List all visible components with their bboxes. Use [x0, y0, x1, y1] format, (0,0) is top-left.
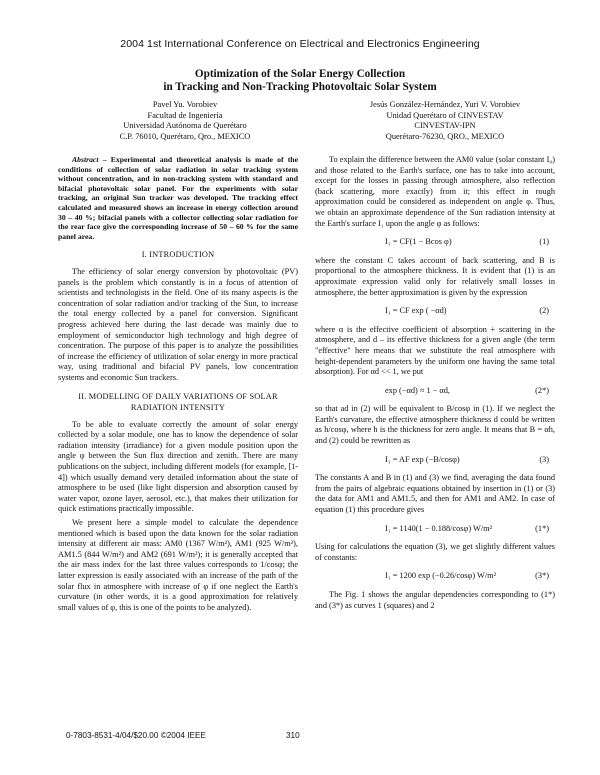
equation-2-star: [315, 386, 555, 397]
paragraph: To be able to evaluate correctly the amount of solar energy collected by a solar module, one has to know the dependence of solar radiation intensity (irradiance) for a given module position upon the angle φ between the Sun flux direction and zenith. There are many publications on the subject, including different models (for example, [1-4]) which usually demand very detailed information about the state of atmosphere to be used (like light dispersion and absorption caused by water vapor, ozone layer, aerosol, etc.), that makes their utilization for quick estimations practically impossible.: [58, 419, 298, 514]
author-block-left: [90, 100, 280, 142]
equation-3-star: [315, 571, 555, 582]
copyright-footer: 0-7803-8531-4/04/$20.00 ©2004 IEEE: [66, 731, 206, 740]
author-affiliation: Unidad Querétaro of CINVESTAV: [386, 110, 504, 120]
heading-line: II. MODELLING OF DAILY VARIATIONS OF SOLAR: [78, 392, 278, 402]
equation-number: (3*): [535, 571, 549, 581]
author-address: C.P. 76010, Querétaro, Qro., MEXICO: [119, 131, 251, 141]
equation-1-star: [315, 524, 555, 535]
title-line-1: Optimization of the Solar Energy Collection: [194, 68, 406, 80]
right-column: [315, 155, 555, 614]
author-affiliation: CINVESTAV-IPN: [414, 121, 476, 131]
equation-body: I₁ = CF exp ( −αd): [385, 306, 447, 316]
paragraph: The efficiency of solar energy conversion by photovoltaic (PV) panels is the problem which constantly is in a focus of attention of scientists and technologists in the field. One of its many aspects is the concentration of solar radiation and/or tracking of the Sun, to increase the total energy collected by a panel for conversion. Significant progress achieved here during the last decade was mainly due to employment of semiconductor high technology and high degree of concentration. The purpose of this paper is to analyze the possibilities of increase the efficiency of utilization of solar energy in more practical way, using traditional and bifacial PV panels, low concentration systems and economic Sun trackers.: [58, 266, 298, 382]
equation-number: (1): [539, 237, 549, 247]
abstract-text: – Experimental and theoretical analysis is made of the conditions of collection of solar radiation in solar tracking system without concentration, and in non-tracking system with standard and bifacial photovoltaic solar panel. For the experiments with solar tracking, an original Sun tracker was developed. The tracking effect calculated and measured shows an increase in energy collection around 30 – 40 %; bifacial panels with a collector collecting solar radiation for the rear face give the corresponding increase of 50 – 60 % for the same panel area.: [58, 155, 298, 241]
equation-number: (2*): [535, 385, 549, 395]
equation-number: (2): [539, 306, 549, 316]
left-column: [58, 155, 298, 616]
paragraph: so that ad in (2) will be equivalent to B/cosφ in (1). If we neglect the Earth's curvature, the effective atmosphere thickness d could be written as h/cosφ, where h is the thickness for zero angle. It means that B = αh, and (2) could be rewritten as: [315, 404, 555, 446]
equation-body: I₁ = 1140(1 − 0.188/cosφ) W/m²: [385, 523, 493, 533]
abstract-label: Abstract: [72, 155, 99, 164]
paragraph: where the constant C takes account of back scattering, and B is proportional to the atmosphere thickness. It is evident that (1) is an approximate expression valid only for relatively small losses in atmosphere, the better approximation is given by the expression: [315, 255, 555, 297]
equation-body: I₁ = AF exp (−B/cosφ): [385, 454, 460, 464]
paper-title: [60, 68, 540, 94]
equation-2: [315, 306, 555, 317]
paragraph: The Fig. 1 shows the angular dependencies corresponding to (1*) and (3*) as curves 1 (squares) and 2: [315, 590, 555, 610]
equation-1: [315, 237, 555, 248]
section-heading-modelling: [58, 392, 298, 413]
equation-body: exp (−αd) ≈ 1 − αd,: [385, 385, 451, 395]
paragraph: We present here a simple model to calculate the dependence mentioned which is based upon the data known for the solar radiation intensity at different air mass: AM0 (1367 W/m²), AM1 (925 W/m²), AM1.5 (844 W/m²) and AM2 (691 W/m²); it is generally accepted that the air mass index for the last three values corresponds to 1/cosφ; the latter expression is easily associated with an increase of the path of the solar flux in atmosphere with increase of φ if one neglect the Earth's curvature (in other words, it is a good approximation for relatively small values of φ, this is one of the points to be analyzed).: [58, 518, 298, 612]
abstract: [58, 155, 298, 241]
equation-body: I₁ = CF(1 − Bcos φ): [385, 237, 452, 247]
conference-header: 2004 1st International Conference on Electrical and Electronics Engineering: [120, 38, 480, 50]
author-address: Querétaro-76230, QRO., MEXICO: [385, 131, 505, 141]
equation-number: (3): [539, 454, 549, 464]
section-heading-introduction: I. INTRODUCTION: [141, 250, 215, 260]
paragraph: The constants A and B in (1) and (3) we find, averaging the data found from the pairs of algebraic equations obtained by insertion in (1) or (3) the data for AM1 and AM1.5, and then for AM1 and AM2. In case of equation (1) this procedure gives: [315, 473, 555, 515]
heading-line: RADIATION INTENSITY: [130, 403, 226, 413]
equation-body: I₁ = 1200 exp (−0.26/cosφ) W/m²: [385, 571, 497, 581]
author-affiliation: Facultad de Ingeniería: [147, 110, 223, 120]
author-block-right: [330, 100, 560, 142]
author-name: Jesús González-Hernández, Yuri V. Vorobiev: [369, 100, 521, 109]
paragraph: Using for calculations the equation (3), we get slightly different values of constants:: [315, 542, 555, 562]
author-affiliation: Universidad Autónoma de Querétaro: [123, 121, 247, 131]
equation-3: [315, 455, 555, 466]
title-line-2: in Tracking and Non-Tracking Photovoltaic Solar System: [163, 81, 437, 93]
equation-number: (1*): [535, 523, 549, 533]
paragraph: where α is the effective coefficient of absorption + scattering in the atmosphere, and d – its effective thickness for a given angle (the term "effective" here means that we substitute the real atmosphere with height-dependent parameters by the uniform one having the same total absorption). For αd << 1, we put: [315, 324, 555, 377]
author-name: Pavel Yu. Vorobiev: [152, 100, 218, 109]
paragraph: To explain the difference between the AM0 value (solar constant I₀) and those related to the Earth's surface, one has to take into account, except for the losses in passing through atmosphere, also reflection (back scattering, more exactly) from it; this effect in rough approximation could be considered as independent on angle φ. Thus, we obtain an approximate dependence of the Sun radiation intensity at the Earth's surface I₁ upon the angle φ as follows:: [315, 155, 555, 228]
page-number: 310: [286, 731, 300, 740]
